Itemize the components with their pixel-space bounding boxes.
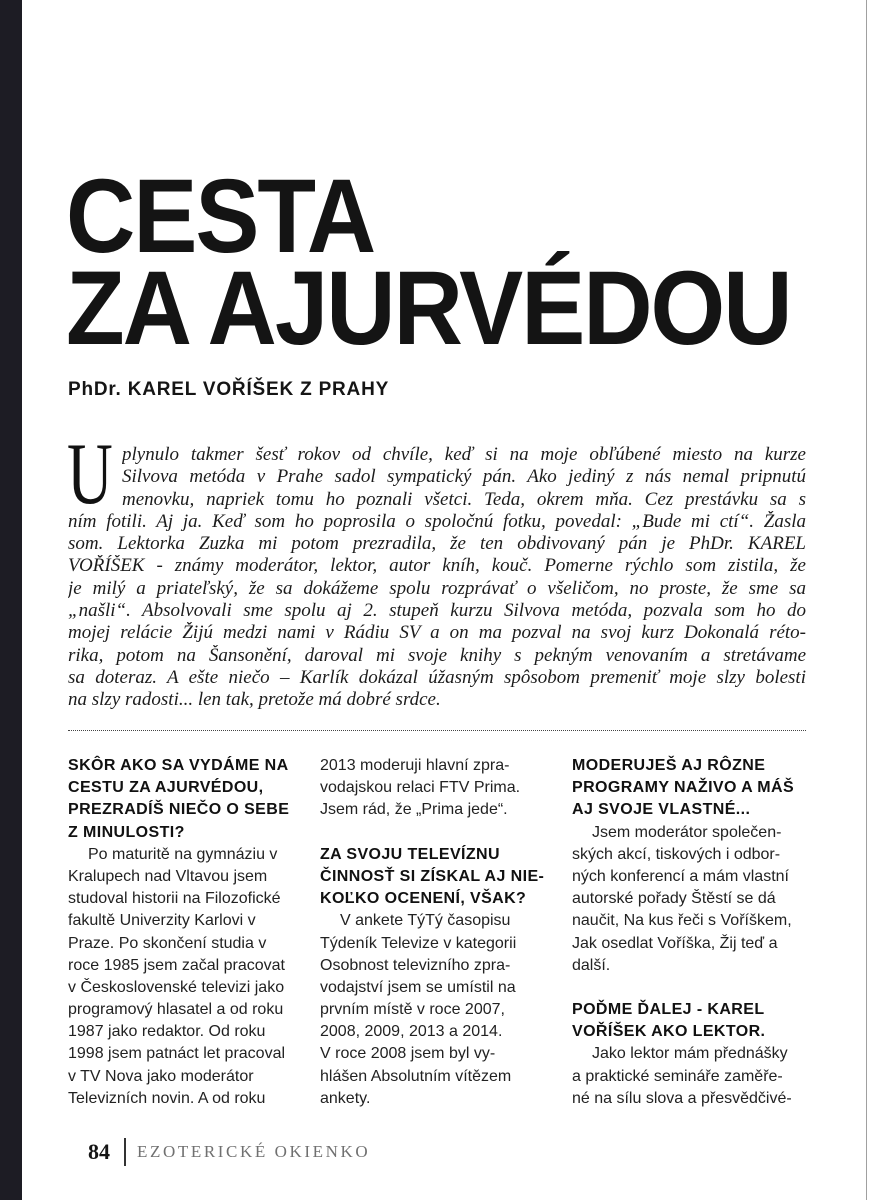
- question-heading: [572, 999, 808, 1043]
- answer-text: [572, 1043, 808, 1110]
- article-column-1: [68, 755, 304, 1110]
- heading-line: Z MINULOSTI?: [68, 823, 185, 841]
- text-line: Praze. Po skončení studia v: [68, 934, 267, 952]
- answer-text: [572, 822, 808, 977]
- title-line-1: CESTA: [66, 158, 375, 275]
- text-line: v TV Nova jako moderátor: [68, 1067, 254, 1085]
- intro-line: je milý a priateľský, že sa dokážeme spolu rozprávať o všeličom, no proste, že sme sa: [68, 577, 806, 599]
- text-line: 2008, 2009, 2013 a 2014.: [320, 1023, 503, 1041]
- heading-line: AJ SVOJE VLASTNÉ...: [572, 801, 751, 819]
- text-line: Televizních novin. A od roku: [68, 1089, 266, 1107]
- title-line-2: ZA AJURVÉDOU: [66, 250, 791, 367]
- intro-line: sa doteraz. A ešte niečo – Karlík dokázal úžasným spôsobom premeniť moje slzy bolesti: [68, 666, 806, 688]
- text-line: ných konferencí a mám vlastní: [572, 867, 789, 885]
- footer-divider: [124, 1138, 126, 1166]
- heading-line: PROGRAMY NAŽIVO A MÁŠ: [572, 779, 795, 797]
- text-line: V ankete TýTý časopisu: [340, 912, 511, 930]
- text-line: 1998 jsem patnáct let pracoval: [68, 1045, 286, 1063]
- article-column-2: [320, 755, 556, 1110]
- text-line: Jak osedlat Voříška, Žij teď a: [572, 934, 778, 952]
- footer-section-name: EZOTERICKÉ OKIENKO: [137, 1142, 371, 1161]
- intro-line: som. Lektorka Zuzka mi potom prezradila, že ten obdivovaný pán je PhDr. KAREL: [68, 533, 806, 555]
- heading-line: CESTU ZA AJURVÉDOU,: [68, 779, 264, 797]
- heading-line: SKÔR AKO SA VYDÁME NA: [68, 757, 289, 774]
- text-line: prvním místě v roce 2007,: [320, 1001, 505, 1019]
- page-right-edge: [866, 0, 867, 1200]
- intro-line: VOŘÍŠEK - známy moderátor, lektor, autor kníh, kouč. Pomerne rýchlo som zistila, že: [68, 555, 806, 577]
- heading-line: KOĽKO OCENENÍ, VŠAK?: [320, 890, 527, 908]
- text-line: 2013 moderuji hlavní zpra-: [320, 757, 510, 774]
- question-heading: [572, 755, 808, 822]
- heading-line: MODERUJEŠ AJ RÔZNE: [572, 757, 766, 774]
- text-line: Jako lektor mám přednášky: [592, 1045, 788, 1063]
- page-edge-bar: [0, 0, 22, 1200]
- answer-text: [68, 844, 304, 1110]
- text-line: V roce 2008 jsem byl vy-: [320, 1045, 496, 1063]
- text-line: studoval historii na Filozofické: [68, 890, 281, 908]
- answer-text: [320, 755, 556, 822]
- question-heading: [68, 755, 304, 844]
- page-number: 84: [88, 1139, 110, 1164]
- heading-line: PREZRADÍŠ NIEČO O SEBE: [68, 801, 290, 819]
- intro-line: rika, potom na Šansonění, daroval mi svoje knihy s pekným venovaním a stretávame: [68, 644, 806, 666]
- text-line: ankety.: [320, 1089, 371, 1107]
- text-line: Kralupech nad Vltavou jsem: [68, 867, 268, 885]
- text-line: a praktické semináře zaměře-: [572, 1067, 783, 1085]
- drop-cap: U: [67, 426, 113, 523]
- text-line: né na sílu slova a přesvědčivé-: [572, 1089, 792, 1107]
- text-line: roce 1985 jsem začal pracovat: [68, 956, 285, 974]
- text-line: vodajství jsem se umístil na: [320, 978, 516, 996]
- text-line: naučit, Na kus řeči s Voříškem,: [572, 912, 792, 930]
- text-line: Jsem rád, že „Prima jede“.: [320, 801, 508, 819]
- intro-paragraph: [68, 444, 806, 712]
- text-line: Po maturitě na gymnáziu v: [88, 845, 278, 863]
- intro-line: plynulo takmer šesť rokov od chvíle, keď si na moje obľúbené miesto na kurze: [122, 444, 806, 465]
- text-line: hlášen Absolutním vítězem: [320, 1067, 512, 1085]
- text-line: Jsem moderátor společen-: [592, 823, 782, 841]
- text-line: fakultě Univerzity Karlovi v: [68, 912, 256, 930]
- intro-line: ním fotili. Aj ja. Keď som ho poprosila o spoločnú fotku, povedal: „Bude mi ctí“. Žasla: [68, 510, 806, 532]
- intro-line: menovku, napriek tomu ho poznali všetci. Teda, okrem mňa. Cez prestávku sa s: [122, 488, 806, 510]
- text-line: Týdeník Televize v kategorii: [320, 934, 517, 952]
- intro-line: Silvova metóda v Prahe sadol sympatický pán. Ako jediný z nás nemal pripnutú: [122, 466, 806, 488]
- heading-line: ČINNOSŤ SI ZÍSKAL AJ NIE-: [320, 867, 545, 885]
- text-line: autorské pořady Štěstí se dá: [572, 890, 776, 908]
- text-line: vodajskou relaci FTV Prima.: [320, 779, 521, 797]
- byline: PhDr. KAREL VOŘÍŠEK Z PRAHY: [68, 379, 390, 400]
- answer-text: [320, 910, 556, 1110]
- text-line: v Československé televizi jako: [68, 978, 285, 996]
- heading-line: ZA SVOJU TELEVÍZNU: [320, 845, 500, 863]
- text-line: ských akcí, tiskových i odbor-: [572, 845, 781, 863]
- text-line: další.: [572, 956, 611, 974]
- intro-line: „našli“. Absolvovali sme spolu aj 2. stupeň kurzu Silvova metóda, pozvala som ho do: [68, 600, 806, 622]
- text-line: programový hlasatel a od roku: [68, 1001, 284, 1019]
- intro-line: mojej relácie Žijú medzi nami v Rádiu SV a on ma pozval na svoj kurz Dokonalá réto-: [68, 622, 806, 644]
- intro-line: na slzy radosti... len tak, pretože má dobré srdce.: [68, 689, 441, 711]
- article-column-3: [572, 755, 808, 1110]
- heading-line: VOŘÍŠEK AKO LEKTOR.: [572, 1023, 766, 1041]
- text-line: 1987 jako redaktor. Od roku: [68, 1023, 266, 1041]
- text-line: Osobnost televizního zpra-: [320, 956, 511, 974]
- dotted-divider: [68, 730, 806, 731]
- heading-line: POĎME ĎALEJ - KAREL: [572, 1001, 765, 1019]
- question-heading: [320, 844, 556, 911]
